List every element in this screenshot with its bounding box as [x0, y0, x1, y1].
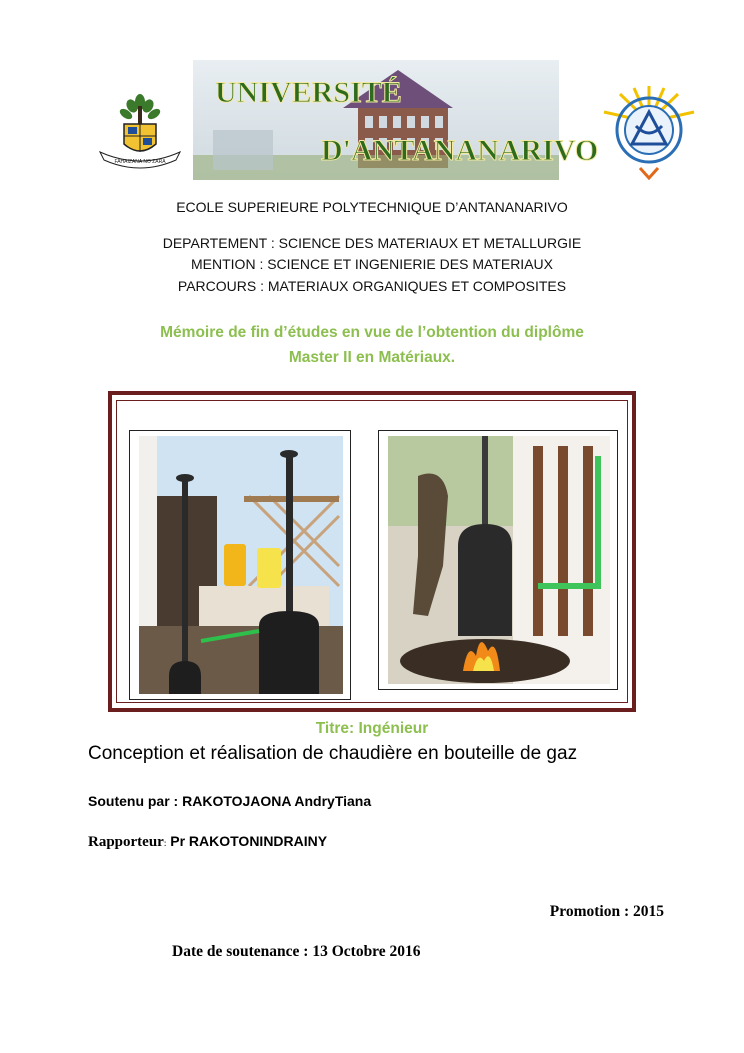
defended-by: Soutenu par : RAKOTOJAONA AndryTiana	[88, 793, 372, 809]
memoire-line2: Master II en Matériaux.	[288, 349, 456, 366]
svg-text:FAHAIZANA NO ZARA: FAHAIZANA NO ZARA	[114, 159, 166, 165]
rapporteur-name: Pr RAKOTONINDRAINY	[166, 833, 328, 849]
memoire-line1: Mémoire de fin d’études en vue de l’obtention du diplôme	[160, 324, 584, 341]
defense-date: Date de soutenance : 13 Octobre 2016	[172, 943, 421, 960]
banner-line2: D'ANTANANARIVO	[321, 134, 599, 167]
banner-line1: UNIVERSITÉ	[215, 76, 402, 109]
rapporteur	[88, 833, 327, 851]
university-banner	[193, 60, 599, 180]
promotion: Promotion : 2015	[549, 903, 664, 920]
boiler-photo-right	[388, 436, 610, 684]
rapporteur-colon: :	[163, 838, 167, 848]
rapporteur-label: Rapporteur	[88, 834, 164, 850]
titre: Titre: Ingénieur	[315, 720, 429, 737]
school-name: ECOLE SUPERIEURE POLYTECHNIQUE D’ANTANANARIVO	[176, 199, 568, 215]
polytechnique-emblem-icon	[590, 82, 708, 182]
university-coat-of-arms-icon	[90, 92, 190, 174]
parcours: PARCOURS : MATERIAUX ORGANIQUES ET COMPOSITES	[177, 278, 567, 294]
mention: MENTION : SCIENCE ET INGENIERIE DES MATERIAUX	[191, 256, 553, 272]
department: DEPARTEMENT : SCIENCE DES MATERIAUX ET METALLURGIE	[162, 235, 582, 251]
boiler-photo-left	[139, 436, 343, 694]
thesis-title: Conception et réalisation de chaudière en bouteille de gaz	[88, 743, 578, 764]
